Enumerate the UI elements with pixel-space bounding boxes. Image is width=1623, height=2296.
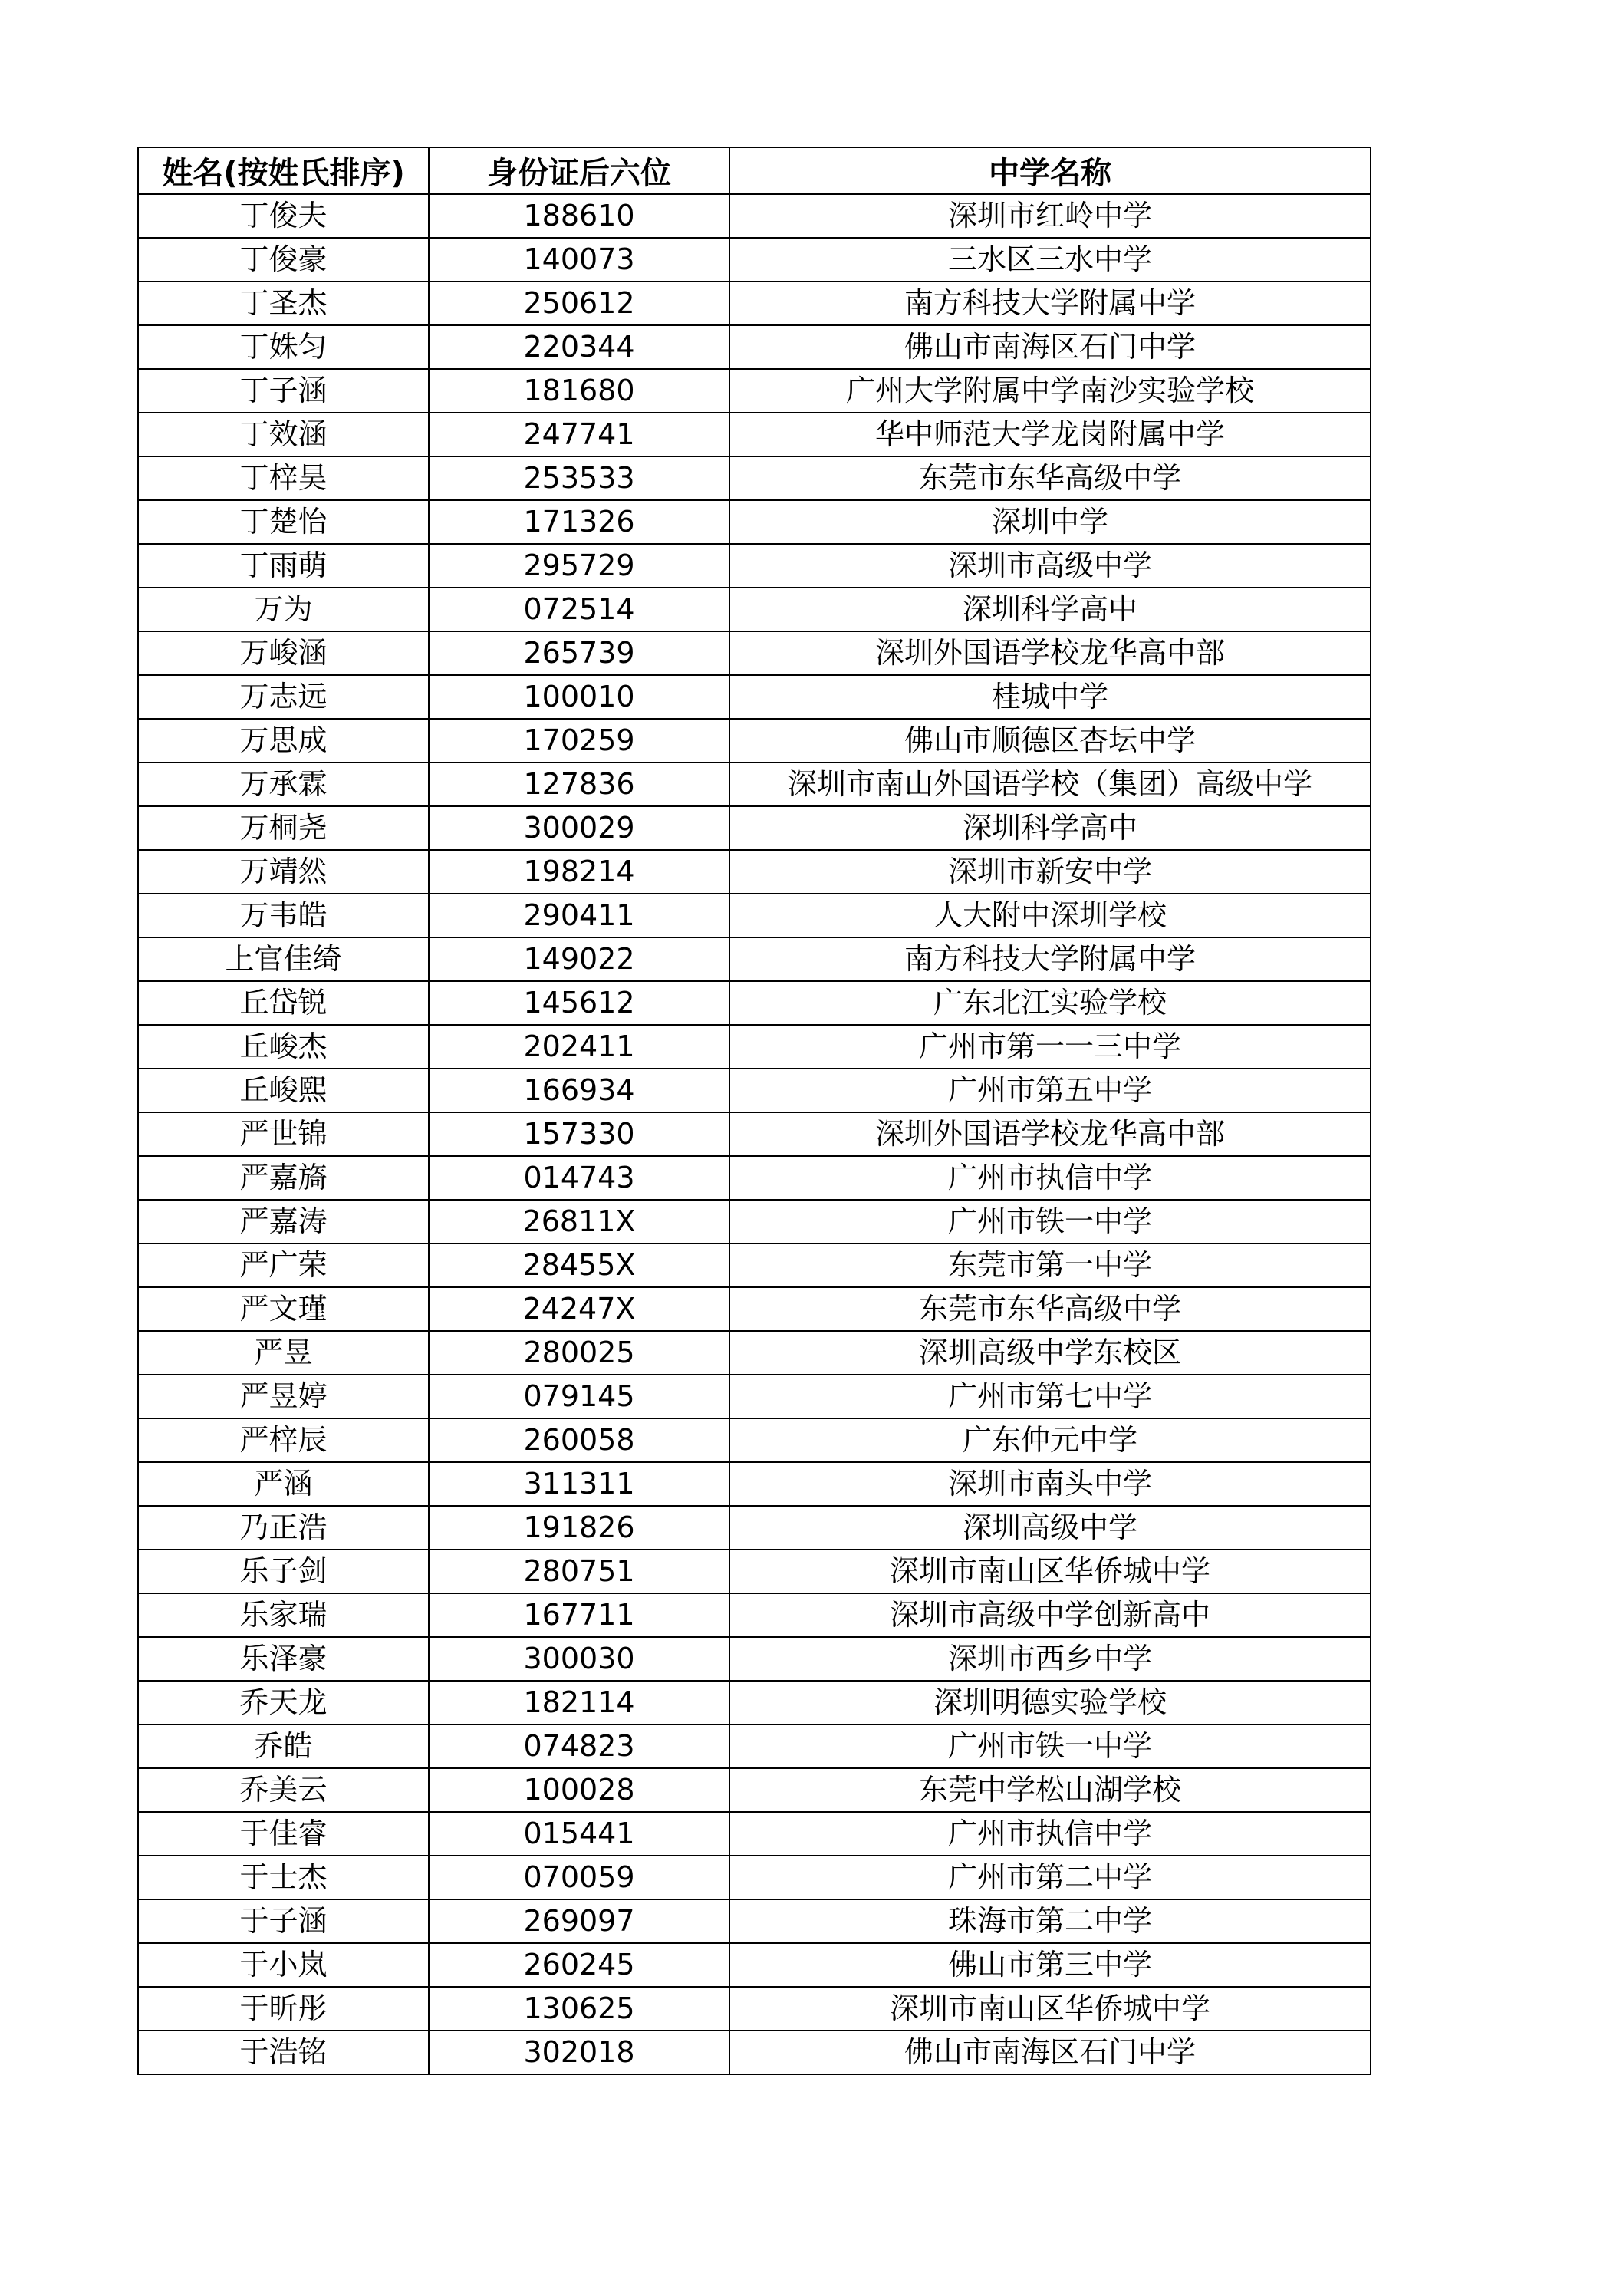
table-row <box>138 937 1371 981</box>
cell-school: 南方科技大学附属中学 <box>729 937 1371 981</box>
cell-name: 丘岱锐 <box>138 981 429 1025</box>
cell-school: 深圳科学高中 <box>729 806 1371 850</box>
cell-school: 佛山市顺德区杏坛中学 <box>729 719 1371 763</box>
cell-school: 深圳中学 <box>729 500 1371 544</box>
table-row <box>138 369 1371 413</box>
cell-school: 佛山市南海区石门中学 <box>729 325 1371 369</box>
cell-school: 广州市铁一中学 <box>729 1200 1371 1244</box>
table-row <box>138 1681 1371 1724</box>
table-row <box>138 763 1371 806</box>
cell-id-last6: 250612 <box>429 282 729 325</box>
cell-name: 万为 <box>138 588 429 631</box>
table-row <box>138 1943 1371 1987</box>
cell-school: 深圳外国语学校龙华高中部 <box>729 1112 1371 1156</box>
cell-name: 丘峻杰 <box>138 1025 429 1069</box>
cell-id-last6: 24247X <box>429 1287 729 1331</box>
cell-id-last6: 100028 <box>429 1768 729 1812</box>
table-row <box>138 1987 1371 2031</box>
table-row <box>138 1069 1371 1112</box>
table-row <box>138 1724 1371 1768</box>
cell-name: 严梓辰 <box>138 1418 429 1462</box>
cell-id-last6: 100010 <box>429 675 729 719</box>
cell-name: 丁效涵 <box>138 413 429 456</box>
table-row <box>138 325 1371 369</box>
cell-name: 丘峻熙 <box>138 1069 429 1112</box>
cell-name: 万峻涵 <box>138 631 429 675</box>
table-row <box>138 1506 1371 1550</box>
cell-id-last6: 311311 <box>429 1462 729 1506</box>
cell-id-last6: 182114 <box>429 1681 729 1724</box>
cell-school: 深圳市红岭中学 <box>729 194 1371 238</box>
table-row <box>138 1550 1371 1593</box>
table-row <box>138 1331 1371 1375</box>
table-header <box>138 147 1371 194</box>
cell-id-last6: 140073 <box>429 238 729 282</box>
cell-school: 桂城中学 <box>729 675 1371 719</box>
cell-name: 丁楚怡 <box>138 500 429 544</box>
table-row <box>138 719 1371 763</box>
cell-school: 广州市第七中学 <box>729 1375 1371 1418</box>
cell-name: 于子涵 <box>138 1899 429 1943</box>
table-row <box>138 675 1371 719</box>
cell-name: 乐泽豪 <box>138 1637 429 1681</box>
cell-id-last6: 302018 <box>429 2031 729 2074</box>
cell-name: 上官佳绮 <box>138 937 429 981</box>
cell-school: 深圳高级中学东校区 <box>729 1331 1371 1375</box>
cell-school: 南方科技大学附属中学 <box>729 282 1371 325</box>
cell-id-last6: 170259 <box>429 719 729 763</box>
cell-school: 东莞中学松山湖学校 <box>729 1768 1371 1812</box>
cell-school: 深圳市西乡中学 <box>729 1637 1371 1681</box>
cell-name: 万靖然 <box>138 850 429 894</box>
table-row <box>138 1112 1371 1156</box>
cell-school: 深圳市南山区华侨城中学 <box>729 1987 1371 2031</box>
table-row <box>138 194 1371 238</box>
cell-name: 丁梓昊 <box>138 456 429 500</box>
cell-id-last6: 269097 <box>429 1899 729 1943</box>
cell-id-last6: 188610 <box>429 194 729 238</box>
cell-school: 广州市执信中学 <box>729 1156 1371 1200</box>
cell-id-last6: 074823 <box>429 1724 729 1768</box>
cell-name: 丁子涵 <box>138 369 429 413</box>
cell-school: 珠海市第二中学 <box>729 1899 1371 1943</box>
cell-id-last6: 171326 <box>429 500 729 544</box>
cell-id-last6: 300030 <box>429 1637 729 1681</box>
cell-name: 乔皓 <box>138 1724 429 1768</box>
cell-id-last6: 253533 <box>429 456 729 500</box>
cell-name: 乐子剑 <box>138 1550 429 1593</box>
cell-id-last6: 28455X <box>429 1244 729 1287</box>
cell-school: 深圳市南山外国语学校（集团）高级中学 <box>729 763 1371 806</box>
table-row <box>138 894 1371 937</box>
cell-school: 广州市第二中学 <box>729 1856 1371 1899</box>
table-row <box>138 1156 1371 1200</box>
cell-school: 深圳外国语学校龙华高中部 <box>729 631 1371 675</box>
cell-name: 乐家瑞 <box>138 1593 429 1637</box>
table-row <box>138 1025 1371 1069</box>
cell-school: 东莞市东华高级中学 <box>729 1287 1371 1331</box>
cell-name: 万志远 <box>138 675 429 719</box>
cell-id-last6: 079145 <box>429 1375 729 1418</box>
cell-id-last6: 072514 <box>429 588 729 631</box>
cell-id-last6: 014743 <box>429 1156 729 1200</box>
cell-name: 万桐尧 <box>138 806 429 850</box>
cell-school: 东莞市东华高级中学 <box>729 456 1371 500</box>
header-school: 中学名称 <box>729 147 1371 194</box>
cell-id-last6: 015441 <box>429 1812 729 1856</box>
cell-id-last6: 260245 <box>429 1943 729 1987</box>
table-row <box>138 1244 1371 1287</box>
cell-id-last6: 202411 <box>429 1025 729 1069</box>
cell-school: 广州大学附属中学南沙实验学校 <box>729 369 1371 413</box>
cell-name: 丁圣杰 <box>138 282 429 325</box>
cell-id-last6: 295729 <box>429 544 729 588</box>
cell-name: 乔美云 <box>138 1768 429 1812</box>
cell-school: 东莞市第一中学 <box>729 1244 1371 1287</box>
cell-school: 广东仲元中学 <box>729 1418 1371 1462</box>
cell-id-last6: 191826 <box>429 1506 729 1550</box>
cell-school: 广东北江实验学校 <box>729 981 1371 1025</box>
table-row <box>138 1899 1371 1943</box>
table-row <box>138 981 1371 1025</box>
cell-id-last6: 220344 <box>429 325 729 369</box>
cell-name: 严文瑾 <box>138 1287 429 1331</box>
table-body <box>138 194 1371 2074</box>
table-row <box>138 1375 1371 1418</box>
table-row <box>138 1418 1371 1462</box>
cell-id-last6: 260058 <box>429 1418 729 1462</box>
cell-school: 广州市执信中学 <box>729 1812 1371 1856</box>
cell-name: 严嘉旖 <box>138 1156 429 1200</box>
cell-school: 深圳市南头中学 <box>729 1462 1371 1506</box>
cell-name: 严涵 <box>138 1462 429 1506</box>
cell-id-last6: 181680 <box>429 369 729 413</box>
cell-school: 广州市铁一中学 <box>729 1724 1371 1768</box>
header-row <box>138 147 1371 194</box>
cell-school: 深圳市南山区华侨城中学 <box>729 1550 1371 1593</box>
table-row <box>138 544 1371 588</box>
cell-id-last6: 300029 <box>429 806 729 850</box>
cell-school: 佛山市南海区石门中学 <box>729 2031 1371 2074</box>
table-row <box>138 850 1371 894</box>
cell-name: 严广荣 <box>138 1244 429 1287</box>
table-row <box>138 1593 1371 1637</box>
table-row <box>138 500 1371 544</box>
cell-school: 深圳明德实验学校 <box>729 1681 1371 1724</box>
student-roster-table <box>137 147 1371 2075</box>
cell-name: 丁姝匀 <box>138 325 429 369</box>
cell-name: 万韦皓 <box>138 894 429 937</box>
cell-id-last6: 127836 <box>429 763 729 806</box>
cell-id-last6: 247741 <box>429 413 729 456</box>
cell-name: 于佳睿 <box>138 1812 429 1856</box>
cell-name: 乃正浩 <box>138 1506 429 1550</box>
cell-name: 丁俊夫 <box>138 194 429 238</box>
cell-school: 华中师范大学龙岗附属中学 <box>729 413 1371 456</box>
table-row <box>138 2031 1371 2074</box>
table-row <box>138 1856 1371 1899</box>
cell-id-last6: 26811X <box>429 1200 729 1244</box>
cell-id-last6: 167711 <box>429 1593 729 1637</box>
cell-name: 乔天龙 <box>138 1681 429 1724</box>
cell-school: 深圳市新安中学 <box>729 850 1371 894</box>
header-id-last6: 身份证后六位 <box>429 147 729 194</box>
cell-school: 深圳高级中学 <box>729 1506 1371 1550</box>
cell-name: 于浩铭 <box>138 2031 429 2074</box>
table-row <box>138 282 1371 325</box>
table-row <box>138 588 1371 631</box>
cell-school: 深圳市高级中学创新高中 <box>729 1593 1371 1637</box>
cell-school: 人大附中深圳学校 <box>729 894 1371 937</box>
table-row <box>138 631 1371 675</box>
cell-name: 严昱婷 <box>138 1375 429 1418</box>
cell-school: 深圳市高级中学 <box>729 544 1371 588</box>
cell-name: 丁俊豪 <box>138 238 429 282</box>
cell-id-last6: 290411 <box>429 894 729 937</box>
table-row <box>138 238 1371 282</box>
table-row <box>138 456 1371 500</box>
table-row <box>138 1287 1371 1331</box>
cell-name: 于昕彤 <box>138 1987 429 2031</box>
cell-name: 万承霖 <box>138 763 429 806</box>
cell-school: 广州市第五中学 <box>729 1069 1371 1112</box>
cell-name: 丁雨萌 <box>138 544 429 588</box>
cell-school: 广州市第一一三中学 <box>729 1025 1371 1069</box>
table-row <box>138 413 1371 456</box>
cell-id-last6: 198214 <box>429 850 729 894</box>
cell-id-last6: 280025 <box>429 1331 729 1375</box>
table-row <box>138 1462 1371 1506</box>
cell-id-last6: 157330 <box>429 1112 729 1156</box>
table-row <box>138 1768 1371 1812</box>
cell-school: 深圳科学高中 <box>729 588 1371 631</box>
cell-id-last6: 280751 <box>429 1550 729 1593</box>
cell-id-last6: 070059 <box>429 1856 729 1899</box>
cell-name: 万思成 <box>138 719 429 763</box>
table-row <box>138 806 1371 850</box>
cell-name: 于小岚 <box>138 1943 429 1987</box>
cell-id-last6: 130625 <box>429 1987 729 2031</box>
cell-name: 于士杰 <box>138 1856 429 1899</box>
cell-school: 佛山市第三中学 <box>729 1943 1371 1987</box>
cell-id-last6: 149022 <box>429 937 729 981</box>
table-row <box>138 1637 1371 1681</box>
cell-id-last6: 265739 <box>429 631 729 675</box>
cell-name: 严世锦 <box>138 1112 429 1156</box>
cell-name: 严嘉涛 <box>138 1200 429 1244</box>
cell-school: 三水区三水中学 <box>729 238 1371 282</box>
cell-name: 严昱 <box>138 1331 429 1375</box>
table-row <box>138 1200 1371 1244</box>
header-name: 姓名(按姓氏排序) <box>138 147 429 194</box>
table-row <box>138 1812 1371 1856</box>
cell-id-last6: 166934 <box>429 1069 729 1112</box>
cell-id-last6: 145612 <box>429 981 729 1025</box>
